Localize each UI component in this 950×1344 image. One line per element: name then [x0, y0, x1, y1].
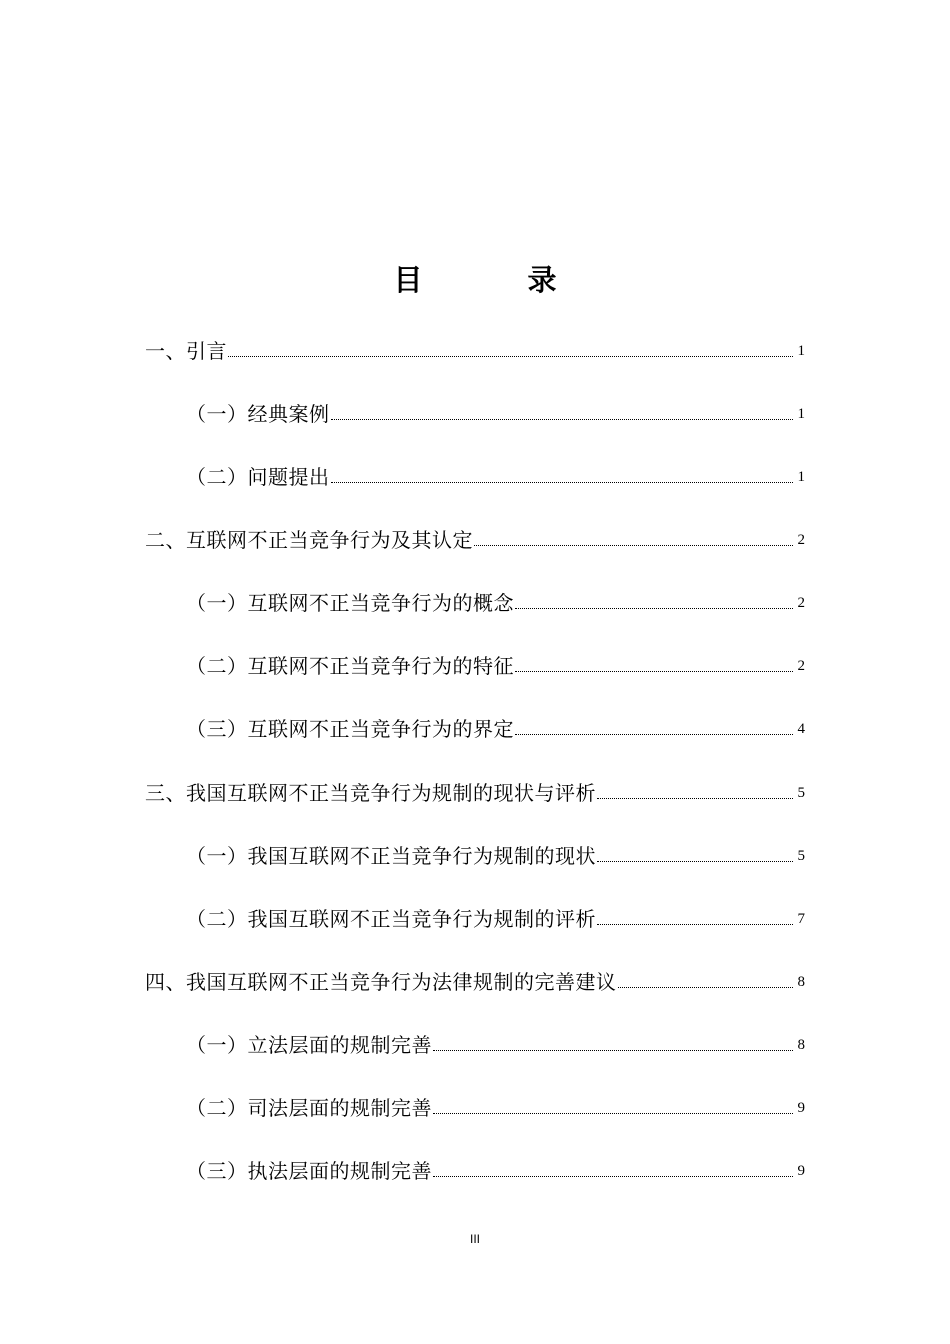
toc-entry-label: 二、互联网不正当竞争行为及其认定 — [145, 528, 473, 552]
toc-entry-page: 1 — [797, 343, 805, 359]
dot-leader — [331, 418, 794, 420]
toc-entry-label: （二）互联网不正当竞争行为的特征 — [186, 654, 514, 678]
toc-entry[interactable] — [145, 329, 805, 365]
toc-entry[interactable] — [186, 897, 805, 933]
toc-entry-page: 1 — [797, 469, 805, 485]
dot-leader — [597, 860, 793, 862]
toc-entry-label: （一）立法层面的规制完善 — [186, 1033, 432, 1057]
toc-entry[interactable] — [186, 1086, 805, 1122]
dot-leader — [228, 355, 793, 357]
dot-leader — [515, 733, 793, 735]
toc-title: 目 录 — [393, 263, 595, 297]
toc-entry[interactable] — [186, 644, 805, 680]
dot-leader — [331, 481, 794, 483]
toc-entry-page: 1 — [797, 406, 805, 422]
dot-leader — [618, 986, 794, 988]
dot-leader — [515, 670, 793, 672]
toc-entry-label: （三）互联网不正当竞争行为的界定 — [186, 717, 514, 741]
dot-leader — [515, 607, 793, 609]
toc-entry-label: （二）司法层面的规制完善 — [186, 1096, 432, 1120]
toc-entry-page: 8 — [797, 974, 805, 990]
dot-leader — [433, 1112, 793, 1114]
toc-entry-label: （一）我国互联网不正当竞争行为规制的现状 — [186, 844, 596, 868]
toc-entry-page: 9 — [797, 1163, 805, 1179]
toc-entry-label: 三、我国互联网不正当竞争行为规制的现状与评析 — [145, 781, 596, 805]
dot-leader — [597, 923, 793, 925]
toc-entry[interactable] — [186, 581, 805, 617]
toc-entry-label: （二）我国互联网不正当竞争行为规制的评析 — [186, 907, 596, 931]
dot-leader — [433, 1175, 793, 1177]
toc-entry[interactable] — [186, 392, 805, 428]
toc-entry[interactable] — [145, 771, 805, 807]
toc-entry-page: 8 — [797, 1037, 805, 1053]
dot-leader — [433, 1049, 793, 1051]
toc-entry[interactable] — [186, 1023, 805, 1059]
page-number: III — [469, 1232, 480, 1246]
toc-entry-page: 9 — [797, 1100, 805, 1116]
toc-entry-page: 2 — [797, 658, 805, 674]
toc-entry-page: 5 — [797, 785, 805, 801]
toc-entry[interactable] — [186, 455, 805, 491]
dot-leader — [597, 797, 793, 799]
toc-entry-label: （二）问题提出 — [186, 465, 330, 489]
toc-entry[interactable] — [145, 960, 805, 996]
toc-entry-label: （一）经典案例 — [186, 402, 330, 426]
toc-entry-label: 四、我国互联网不正当竞争行为法律规制的完善建议 — [145, 970, 617, 994]
toc-entry-label: 一、引言 — [145, 339, 227, 363]
dot-leader — [474, 544, 793, 546]
toc-entry-page: 4 — [797, 721, 805, 737]
toc-entry-page: 2 — [797, 595, 805, 611]
toc-entry[interactable] — [145, 518, 805, 554]
toc-entry-page: 7 — [797, 911, 805, 927]
toc-entry[interactable] — [186, 1149, 805, 1185]
toc-entry[interactable] — [186, 707, 805, 743]
toc-entry-label: （一）互联网不正当竞争行为的概念 — [186, 591, 514, 615]
toc-entry-page: 2 — [797, 532, 805, 548]
toc-entry-page: 5 — [797, 848, 805, 864]
toc-entry[interactable] — [186, 834, 805, 870]
toc-entry-label: （三）执法层面的规制完善 — [186, 1159, 432, 1183]
